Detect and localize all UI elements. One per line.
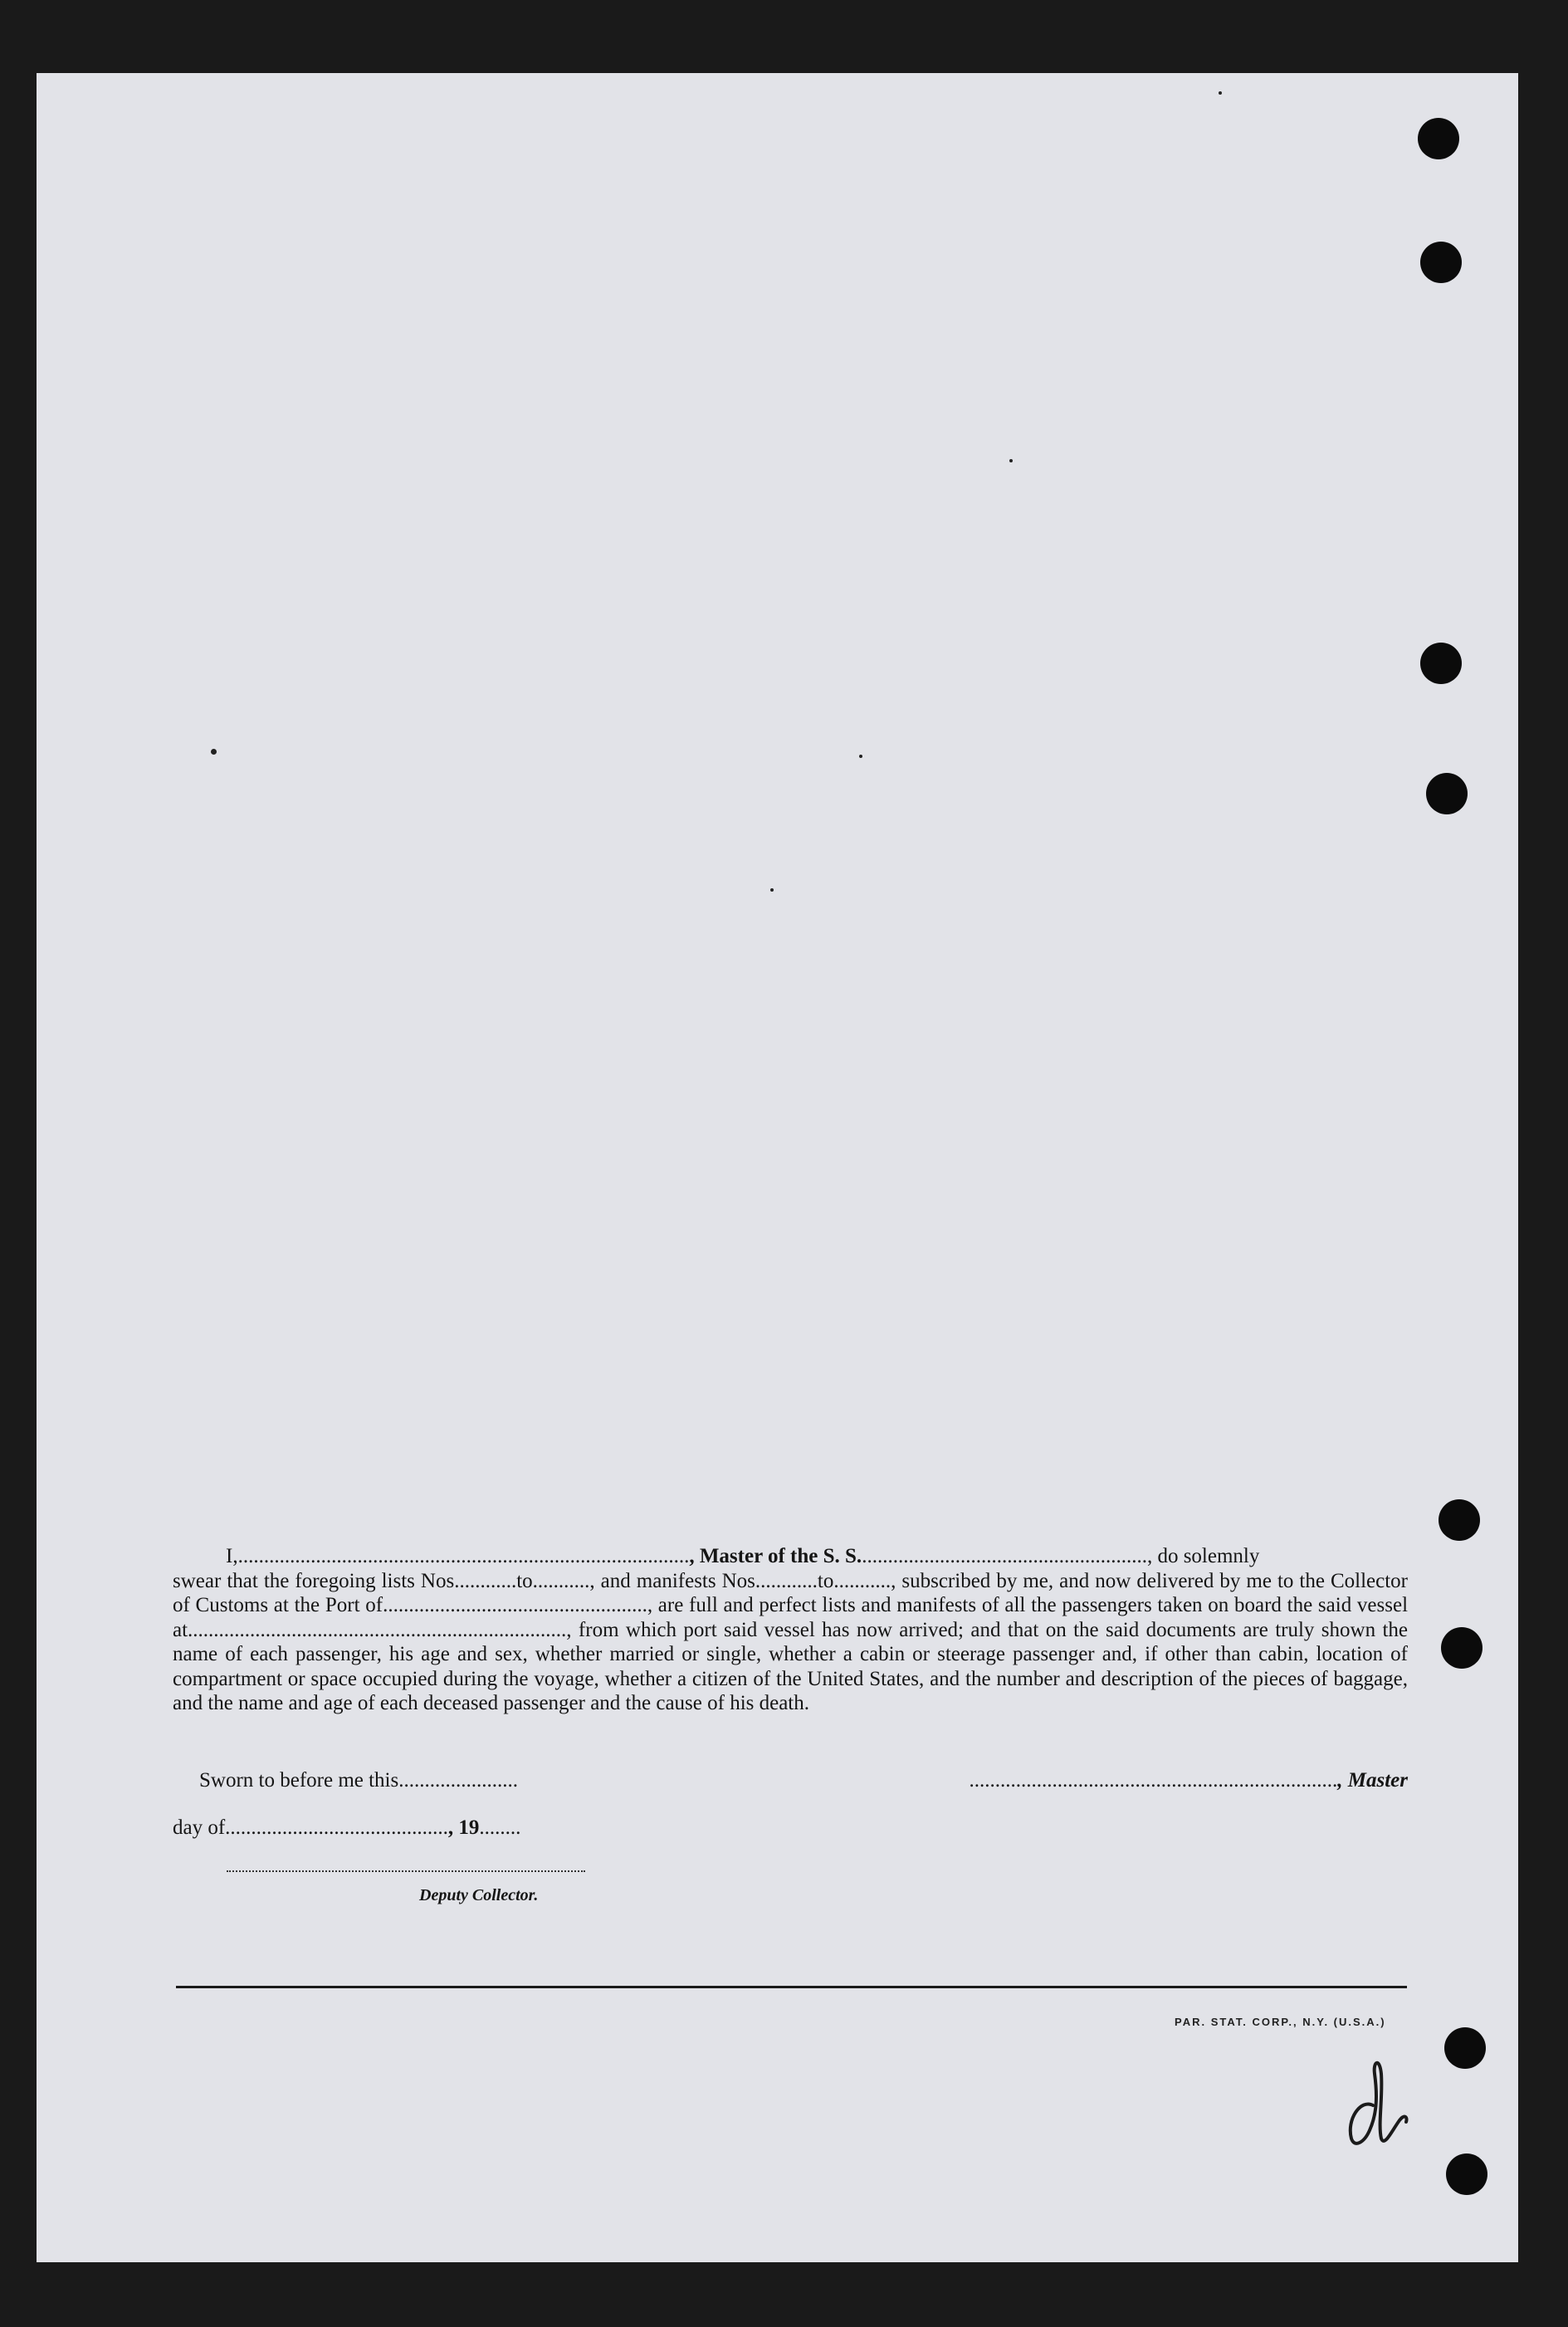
blank-list-from: ........... [459, 1569, 517, 1592]
oath-text: manifests of all the passengers taken on board the said vessel at [173, 1594, 1409, 1641]
deputy-collector-label: Deputy Collector. [419, 1886, 539, 1904]
blank-sworn-date: ....................... [398, 1769, 518, 1792]
oath-text: , and manifests Nos. [589, 1569, 761, 1592]
punch-hole [1420, 242, 1462, 283]
day-of-label: day of [173, 1816, 226, 1839]
footer-rule [176, 1986, 1407, 1988]
deputy-signature-line [227, 1870, 585, 1872]
oath-text: , are full and perfect lists and [647, 1594, 891, 1616]
blank-list-to: ........... [532, 1569, 590, 1592]
speck [859, 755, 862, 758]
punch-hole [1439, 1499, 1480, 1541]
speck [211, 749, 217, 755]
blank-day: ........................................... [225, 1816, 448, 1839]
blank-manifest-from: ........... [760, 1569, 818, 1592]
printer-imprint: PAR. STAT. CORP., N.Y. (U.S.A.) [1175, 2016, 1386, 2028]
blank-year: ........ [479, 1816, 521, 1839]
oath-text: delivered by me to the Collector of Customs at the Port of [173, 1569, 1408, 1616]
master-oath [173, 1544, 1408, 1716]
oath-text: to [516, 1569, 533, 1592]
oath-text: , from which [566, 1618, 677, 1641]
oath-text: port said vessel has now arrived; and that on the said documents are truly shown the name of each passenger, his age and sex, whether married or single, whether a cabin or steerage passenger and, if other than cabin, location of compartment or space occupied during the voyage, whether a citizen of the United States, and the number and description of the pieces of baggage, and the name and age of each deceased passenger and the cause of his death. [173, 1618, 1408, 1714]
blank-master-signature: ....................................................................... [969, 1769, 1338, 1792]
oath-text: , do solemnly [1146, 1545, 1260, 1567]
punch-hole [1426, 773, 1468, 814]
speck [1219, 91, 1222, 95]
blank-master-name: ....................................................................................... [237, 1545, 690, 1567]
sworn-label: Sworn to before me this [199, 1769, 399, 1792]
oath-text: , Master of the S. S. [689, 1545, 862, 1567]
oath-text: , subscribed by me, and now [891, 1569, 1131, 1592]
speck [1009, 459, 1013, 462]
speck [770, 888, 774, 892]
blank-vessel-name: ....................................................... [862, 1545, 1147, 1567]
oath-text: I, [226, 1545, 238, 1567]
oath-text: swear that the foregoing lists Nos. [173, 1569, 460, 1592]
master-label: , Master [1337, 1769, 1408, 1792]
blank-manifest-to: ........... [833, 1569, 891, 1592]
handwritten-mark [1340, 2041, 1414, 2157]
blank-departure-port: ......................................................................... [188, 1618, 567, 1641]
blank-port: ................................................... [383, 1594, 647, 1616]
punch-hole [1441, 1627, 1483, 1669]
punch-hole [1420, 643, 1462, 684]
sworn-line [199, 1769, 518, 1792]
day-of-line [173, 1816, 520, 1840]
year-prefix: , 19 [447, 1816, 480, 1839]
punch-hole [1418, 118, 1459, 159]
punch-hole [1444, 2027, 1486, 2069]
master-signature-line [901, 1769, 1408, 1792]
punch-hole [1446, 2153, 1487, 2195]
oath-text: to [817, 1569, 834, 1592]
manifest-sheet [37, 73, 1518, 2262]
